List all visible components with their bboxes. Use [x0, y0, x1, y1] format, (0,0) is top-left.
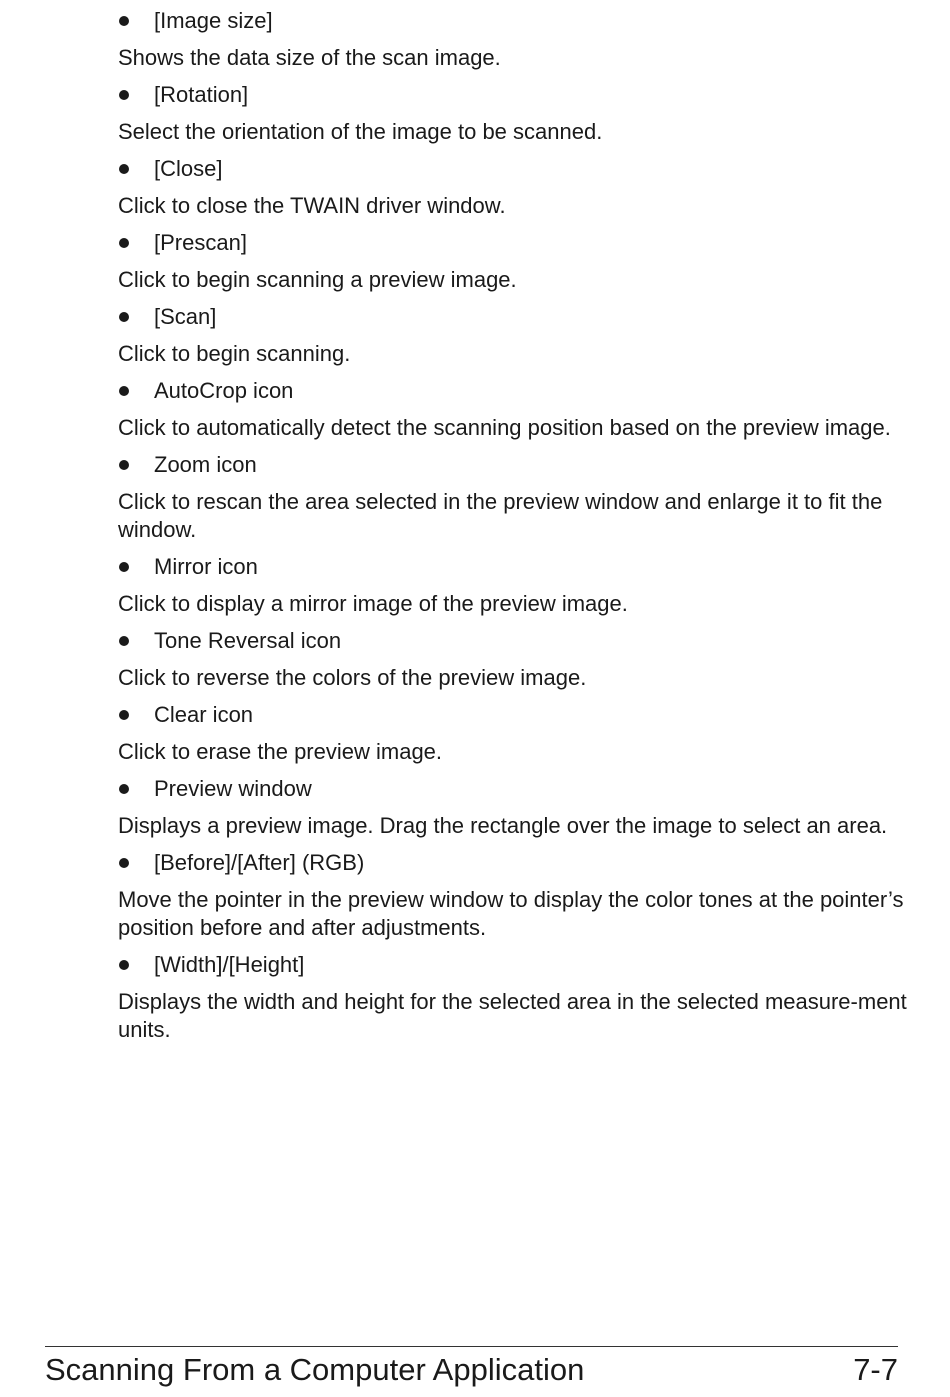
item-description: Click to automatically detect the scanning position based on the preview image. — [118, 415, 891, 440]
bullet-icon — [119, 960, 129, 970]
item-description: Click to reverse the colors of the preview image. — [118, 665, 587, 690]
item-description: Click to erase the preview image. — [118, 739, 443, 764]
list-item-title — [118, 846, 908, 880]
bullet-icon — [119, 90, 129, 100]
item-title-text: [Image size] — [154, 8, 273, 33]
bullet-icon — [119, 562, 129, 572]
item-description: Shows the data size of the scan image. — [118, 45, 501, 70]
list-item-title — [118, 78, 908, 112]
list-item-title — [118, 448, 908, 482]
item-description: Click to display a mirror image of the preview image. — [118, 591, 628, 616]
footer-section-title: Scanning From a Computer Application — [45, 1352, 585, 1387]
item-description: Click to rescan the area selected in the preview window and enlarge it to fit the window. — [118, 489, 883, 542]
item-title-text: [Width]/[Height] — [154, 952, 305, 977]
list-item-title — [118, 624, 908, 658]
item-description: Displays a preview image. Drag the rectangle over the image to select an area. — [118, 813, 888, 838]
bullet-icon — [119, 858, 129, 868]
item-title-text: AutoCrop icon — [154, 378, 294, 403]
list-item-title — [118, 772, 908, 806]
item-title-text: Clear icon — [154, 702, 254, 727]
item-description: Displays the width and height for the selected area in the selected measure-ment units. — [118, 989, 907, 1042]
item-title-text: [Prescan] — [154, 230, 247, 255]
list-item-title — [118, 374, 908, 408]
item-description: Click to begin scanning. — [118, 341, 351, 366]
bullet-icon — [119, 238, 129, 248]
bullet-icon — [119, 312, 129, 322]
bullet-icon — [119, 386, 129, 396]
item-title-text: [Scan] — [154, 304, 217, 329]
footer-divider — [45, 1346, 898, 1347]
bullet-icon — [119, 164, 129, 174]
list-item-title — [118, 226, 908, 260]
list-item-title — [118, 948, 908, 982]
item-title-text: Preview window — [154, 776, 312, 801]
bullet-icon — [119, 460, 129, 470]
bullet-icon — [119, 636, 129, 646]
bullet-icon — [119, 710, 129, 720]
item-description: Select the orientation of the image to be scanned. — [118, 119, 603, 144]
item-title-text: Mirror icon — [154, 554, 258, 579]
item-description: Move the pointer in the preview window to display the color tones at the pointer’s position before and after adjustments. — [118, 887, 904, 940]
item-title-text: [Before]/[After] (RGB) — [154, 850, 365, 875]
bullet-icon — [119, 784, 129, 794]
item-title-text: Zoom icon — [154, 452, 257, 477]
list-item-title — [118, 300, 908, 334]
item-title-text: Tone Reversal icon — [154, 628, 342, 653]
list-item-title — [118, 4, 908, 38]
list-item-title — [118, 152, 908, 186]
bullet-icon — [119, 16, 129, 26]
item-description: Click to begin scanning a preview image. — [118, 267, 517, 292]
item-description: Click to close the TWAIN driver window. — [118, 193, 506, 218]
page-number: 7-7 — [853, 1352, 898, 1387]
document-body — [118, 4, 908, 1050]
item-title-text: [Rotation] — [154, 82, 249, 107]
item-title-text: [Close] — [154, 156, 223, 181]
list-item-title — [118, 698, 908, 732]
list-item-title — [118, 550, 908, 584]
